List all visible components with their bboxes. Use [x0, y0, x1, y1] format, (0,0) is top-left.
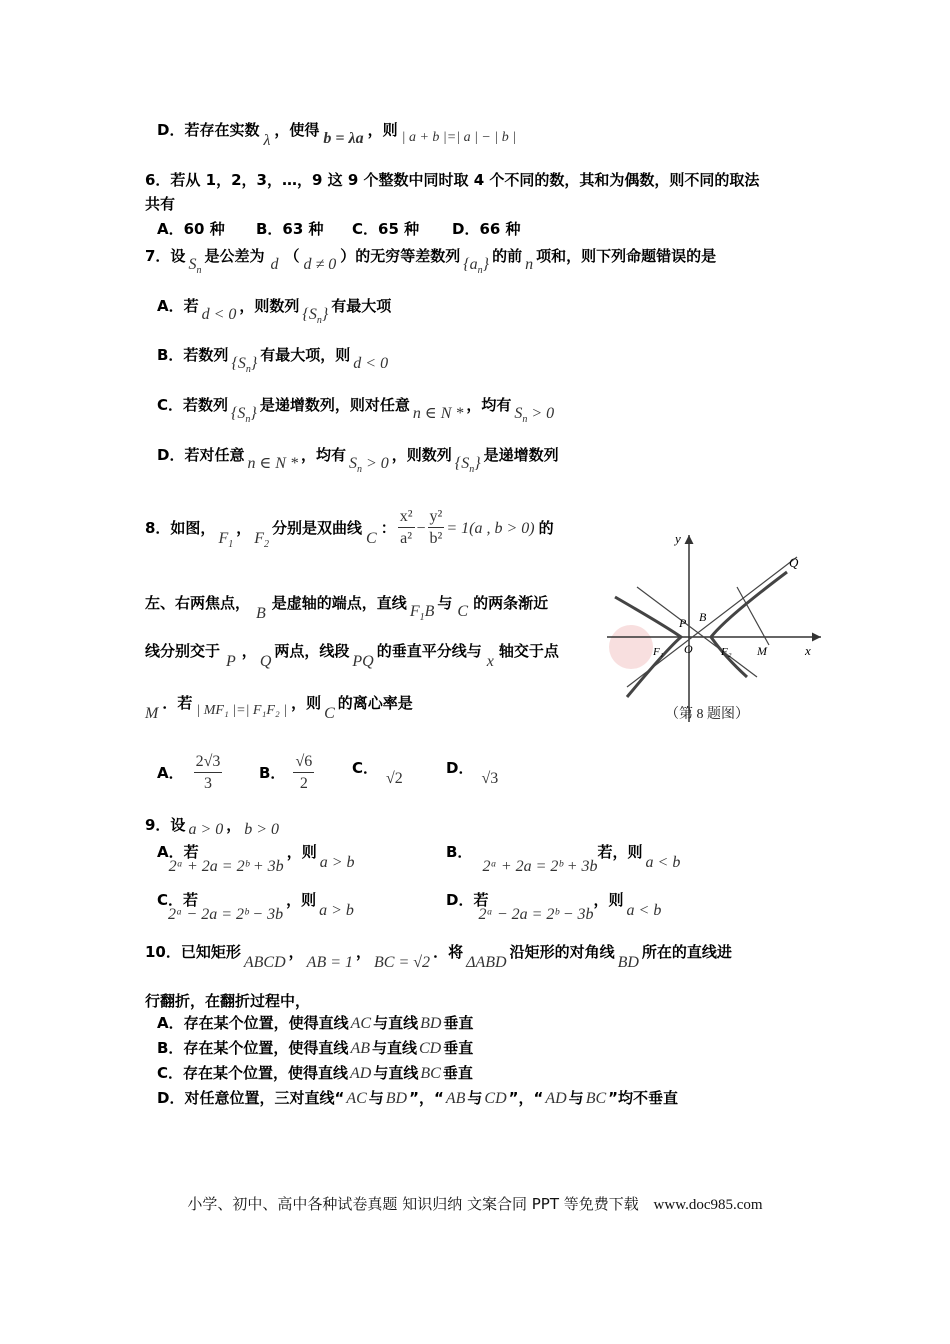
q7-option-c: C．若数列 $\{S_n\}$ 是递增数列，则对任意 n ∈ N * ，均有 $S_n > 0$ — [157, 396, 555, 426]
q7-option-d: D．若对任意 n ∈ N * ，均有 $S_n > 0$ ，则数列 $\{S_n\}$ 是递增数列 — [157, 446, 559, 476]
q9-option-c: C．若2ᵃ − 2a = 2ᵇ − 3b，则a > b — [157, 891, 354, 923]
q9-option-a: A．若2ᵃ + 2a = 2ᵇ + 3b，则a > b — [157, 843, 355, 875]
q8-option-b: B． $\frac{√6}{2}$ — [259, 753, 313, 792]
hyperbola-figure — [607, 527, 829, 727]
q6-option-a: A．60 种 — [157, 220, 225, 238]
label-o: O — [684, 642, 693, 656]
label-b: B — [699, 610, 707, 624]
footer-text: 小学、初中、高中各种试卷真题 知识归纳 文案合同 PPT 等免费下载 — [187, 1195, 639, 1213]
q10-option-b: B．存在某个位置，使得直线 AB 与直线 CD 垂直 — [157, 1039, 474, 1057]
label-y: y — [675, 531, 681, 546]
q10-option-a: A．存在某个位置，使得直线 AC 与直线 BD 垂直 — [157, 1014, 474, 1032]
q8-stem-3: 线分别交于P，Q两点，线段PQ的垂直平分线与x轴交于点 — [145, 642, 559, 670]
q7-option-a: A．若 d < 0 ，则数列 $\{S_n\}$ 有最大项 — [157, 297, 392, 327]
q8-option-c: C．√2 — [352, 759, 403, 787]
label-q: Q — [789, 555, 799, 570]
q6-option-b: B．63 种 — [256, 220, 324, 238]
q6-option-d: D．66 种 — [452, 220, 521, 238]
q10-option-d: D．对任意位置，三对直线“ AC 与 BD ”，“ AB 与 CD ”，“ AD 与 BC ”均不垂直 — [157, 1089, 678, 1107]
q6-stem: 6．若从 1，2，3，…，9 这 9 个整数中同时取 4 个不同的数，其和为偶数，则不同的取法 — [145, 171, 760, 189]
hyperbola-right-branch — [711, 572, 787, 677]
figure-caption: （第 8 题图） — [665, 707, 749, 722]
q6-stem-2: 共有 — [145, 195, 176, 213]
watermark-blob — [609, 625, 653, 669]
q9-option-b: B．2ᵃ + 2a = 2ᵇ + 3b若，则a < b — [446, 843, 681, 875]
q10-option-c: C．存在某个位置，使得直线 AD 与直线 BC 垂直 — [157, 1064, 473, 1082]
q8-stem: 8．如图，$F_1$，$F_2$分别是双曲线C： $\frac{\text{x²}}{\text{a²}}$ − $\frac{\text{y²}}{\text{b²}}$ = 1(a , b > 0) 的 — [145, 508, 554, 551]
q8-stem-4: M．若 | MF₁ |=| F₁F₂ | ，则C的离心率是 — [145, 694, 413, 722]
q8-stem-2: 左、右两焦点，B是虚轴的端点，直线 $F_1B$ 与 C 的两条渐近 — [145, 594, 549, 624]
q8-option-a: A． $\frac{2√3}{3}$ — [157, 753, 221, 792]
q7-stem: 7．设 $S_n$是公差为 d （ d ≠ 0 ）的无穷等差数列 $\{a_n\}$ 的前 n 项和，则下列命题错误的是 — [145, 247, 717, 277]
q8-option-d: D．√3 — [446, 759, 499, 787]
footer-url[interactable]: www.doc985.com — [653, 1197, 763, 1213]
q7-option-b: B．若数列 $\{S_n\}$ 有最大项，则 d < 0 — [157, 346, 389, 376]
q10-stem: 10．已知矩形ABCD，AB = 1，BC = √2．将ΔABD沿矩形的对角线BD所在的直线进 — [145, 943, 732, 971]
page-footer — [0, 1193, 950, 1214]
label-p: P — [679, 616, 687, 630]
label-f1: F₁ — [653, 646, 664, 658]
label-f2: F₂ — [721, 646, 732, 658]
line-f1b — [627, 557, 797, 687]
q6-option-c: C．65 种 — [352, 220, 420, 238]
q9-stem: 9．设 a > 0 ， b > 0 — [145, 816, 280, 838]
q9-option-d: D．若2ᵃ − 2a = 2ᵇ − 3b，则a < b — [446, 891, 662, 923]
label-m: M — [757, 644, 767, 658]
q10-stem-2: 行翻折，在翻折过程中， — [145, 992, 311, 1010]
q5-option-d: D．若存在实数λ，使得 b = λa ，则 | a + b |=| a | − | b | — [157, 121, 517, 149]
label-x: x — [805, 643, 811, 658]
